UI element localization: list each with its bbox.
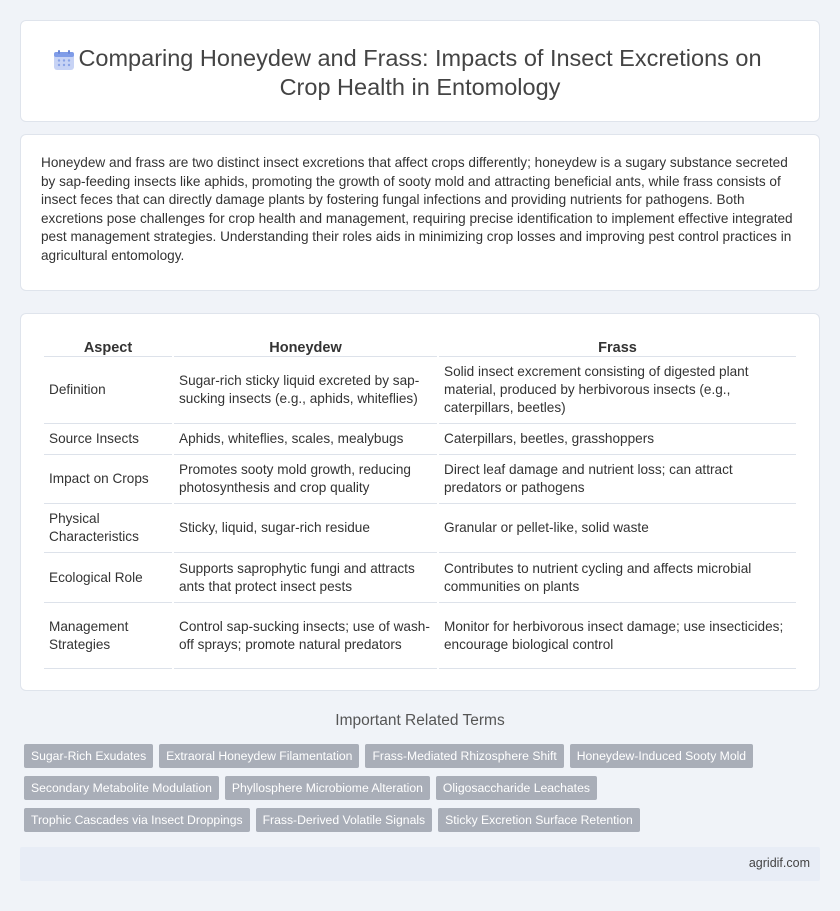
table-header-row (44, 333, 796, 357)
cell-honeydew: Promotes sooty mold growth, reducing photosynthesis and crop quality (174, 455, 437, 504)
footer-site-link[interactable]: agridif.com (748, 856, 810, 870)
cell-aspect: Definition (44, 357, 172, 424)
table-row (44, 357, 796, 424)
table-row (44, 455, 796, 504)
tag-row (24, 808, 640, 832)
related-terms-title: Important Related Terms (335, 712, 505, 729)
table-row (44, 424, 796, 455)
cell-frass: Contributes to nutrient cycling and affects microbial communities on plants (439, 553, 796, 603)
cell-honeydew: Sticky, liquid, sugar-rich residue (174, 504, 437, 553)
tag[interactable]: Sugar-Rich Exudates (24, 744, 153, 768)
tag-row (24, 776, 597, 800)
tag[interactable]: Extraoral Honeydew Filamentation (159, 744, 359, 768)
table-row (44, 553, 796, 603)
tag[interactable]: Secondary Metabolite Modulation (24, 776, 219, 800)
header-frass: Frass (439, 333, 796, 357)
comparison-table-card (20, 313, 820, 691)
tag[interactable]: Frass-Derived Volatile Signals (256, 808, 433, 832)
intro-card (20, 134, 820, 291)
header-honeydew: Honeydew (174, 333, 437, 357)
table-row (44, 504, 796, 553)
intro-paragraph: Honeydew and frass are two distinct insect excretions that affect crops differently; honeydew is a sugary substance secreted by sap-feeding insects like aphids, promoting the growth of sooty mold and attracting beneficial ants, while frass consists of insect feces that can directly damage plants by fostering fungal infections and providing nutrients for pathogens. Both excretions pose challenges for crop health and management, requiring precise identification to implement effective integrated pest management strategies. Understanding their roles aids in minimizing crop losses and improving pest control practices in agricultural entomology. (41, 155, 793, 263)
header-card (20, 20, 820, 122)
header-aspect: Aspect (44, 333, 172, 357)
cell-honeydew: Supports saprophytic fungi and attracts ants that protect insect pests (174, 553, 437, 603)
cell-aspect: Physical Characteristics (44, 504, 172, 553)
tag[interactable]: Sticky Excretion Surface Retention (438, 808, 640, 832)
cell-frass: Caterpillars, beetles, grasshoppers (439, 424, 796, 455)
cell-frass: Solid insect excrement consisting of digested plant material, produced by herbivorous insects (e.g., caterpillars, beetles) (439, 357, 796, 424)
tag[interactable]: Frass-Mediated Rhizosphere Shift (365, 744, 563, 768)
cell-aspect: Impact on Crops (44, 455, 172, 504)
cell-aspect: Source Insects (44, 424, 172, 455)
cell-honeydew: Control sap-sucking insects; use of wash-off sprays; promote natural predators (174, 603, 437, 669)
cell-honeydew: Aphids, whiteflies, scales, mealybugs (174, 424, 437, 455)
cell-aspect: Ecological Role (44, 553, 172, 603)
cell-honeydew: Sugar-rich sticky liquid excreted by sap-sucking insects (e.g., aphids, whiteflies) (174, 357, 437, 424)
tag[interactable]: Honeydew-Induced Sooty Mold (570, 744, 753, 768)
cell-frass: Granular or pellet-like, solid waste (439, 504, 796, 553)
footer (20, 847, 820, 881)
tag[interactable]: Oligosaccharide Leachates (436, 776, 597, 800)
cell-aspect: Management Strategies (44, 603, 172, 669)
tag[interactable]: Phyllosphere Microbiome Alteration (225, 776, 430, 800)
tag[interactable]: Trophic Cascades via Insect Droppings (24, 808, 250, 832)
cell-frass: Monitor for herbivorous insect damage; use insecticides; encourage biological control (439, 603, 796, 669)
table-row (44, 603, 796, 669)
comparison-table (42, 333, 798, 669)
page-title: Comparing Honeydew and Frass: Impacts of Insect Excretions on Crop Health in Entomology (78, 45, 762, 100)
tag-row (24, 744, 753, 768)
cell-frass: Direct leaf damage and nutrient loss; can attract predators or pathogens (439, 455, 796, 504)
